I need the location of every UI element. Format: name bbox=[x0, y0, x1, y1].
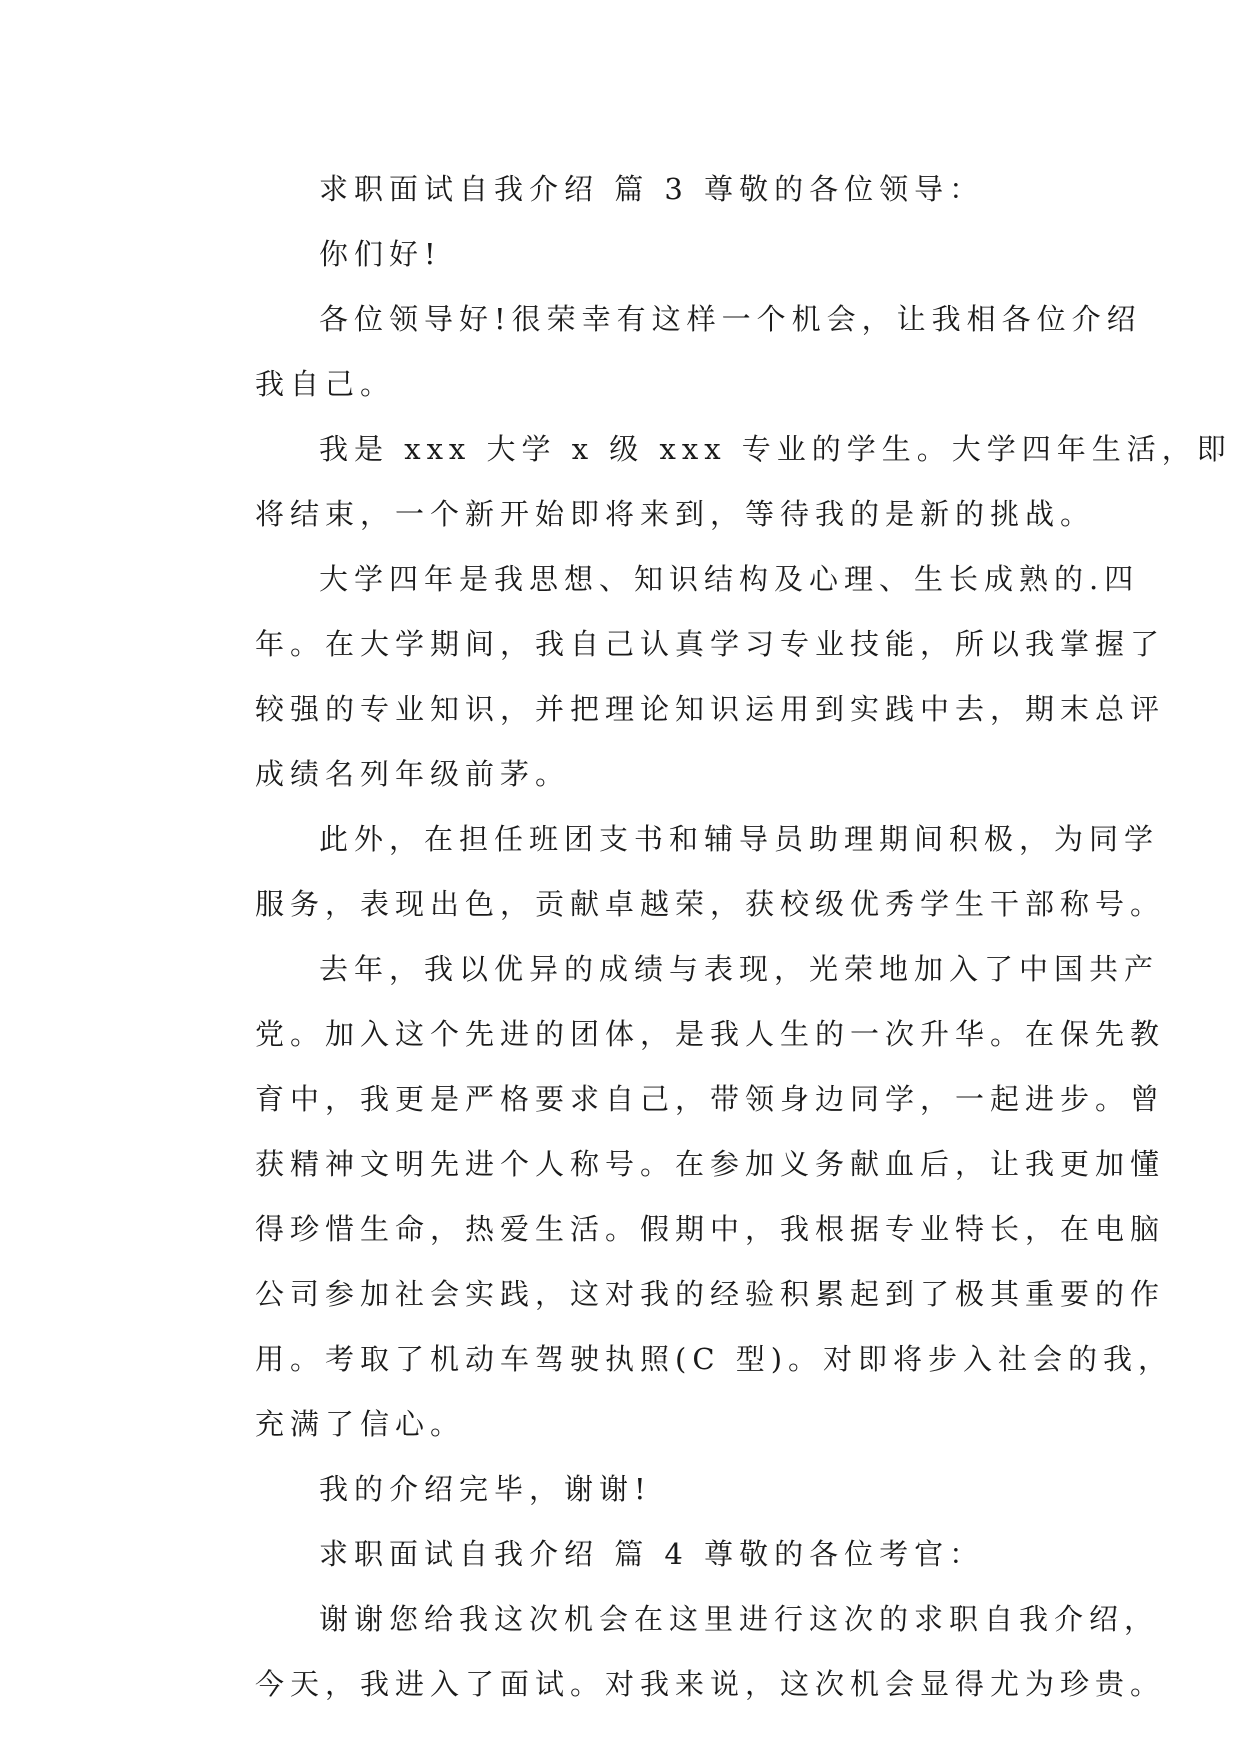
greeting-paragraph bbox=[191, 222, 1076, 287]
text-line: 谢谢您给我这次机会在这里进行这次的求职自我介绍， bbox=[319, 1602, 1160, 1636]
heading-paragraph bbox=[191, 157, 1076, 222]
text-line: 获精神文明先进个人称号。在参加义务献血后，让我更加懂 bbox=[255, 1147, 1166, 1181]
text-line: 大学四年是我思想、知识结构及心理、生长成熟的.四 bbox=[319, 562, 1140, 596]
body-paragraph bbox=[191, 1587, 1166, 1717]
text-line: 得珍惜生命，热爱生活。假期中，我根据专业特长，在电脑 bbox=[255, 1212, 1166, 1246]
text-line: 今天，我进入了面试。对我来说，这次机会显得尤为珍贵。 bbox=[255, 1667, 1166, 1701]
text-line: 充满了信心。 bbox=[255, 1407, 466, 1441]
text-line: 服务，表现出色，贡献卓越荣，获校级优秀学生干部称号。 bbox=[255, 887, 1166, 921]
body-paragraph bbox=[191, 807, 1166, 937]
text-line: 各位领导好!很荣幸有这样一个机会，让我相各位介绍 bbox=[319, 302, 1142, 336]
text-line: 求职面试自我介绍 篇 4 尊敬的各位考官： bbox=[319, 1537, 985, 1571]
text-line: 年。在大学期间，我自己认真学习专业技能，所以我掌握了 bbox=[255, 627, 1166, 661]
text-line: 育中，我更是严格要求自己，带领身边同学，一起进步。曾 bbox=[255, 1082, 1166, 1116]
text-line: 将结束，一个新开始即将来到，等待我的是新的挑战。 bbox=[255, 497, 1096, 531]
text-line: 用。考取了机动车驾驶执照(C 型)。对即将步入社会的我， bbox=[255, 1342, 1174, 1376]
closing-paragraph bbox=[191, 1457, 1076, 1522]
text-line: 公司参加社会实践，这对我的经验积累起到了极其重要的作 bbox=[255, 1277, 1166, 1311]
text-line: 你们好! bbox=[319, 237, 442, 271]
heading-paragraph bbox=[191, 1522, 1076, 1587]
body-paragraph bbox=[191, 417, 1232, 547]
body-paragraph bbox=[191, 287, 1142, 417]
text-line: 较强的专业知识，并把理论知识运用到实践中去，期末总评 bbox=[255, 692, 1166, 726]
text-line: 我的介绍完毕，谢谢! bbox=[319, 1472, 652, 1506]
text-line: 党。加入这个先进的团体，是我人生的一次升华。在保先教 bbox=[255, 1017, 1166, 1051]
body-paragraph bbox=[191, 547, 1166, 807]
text-line: 我自己。 bbox=[255, 367, 396, 401]
text-line: 成绩名列年级前茅。 bbox=[255, 757, 571, 791]
body-paragraph bbox=[191, 937, 1174, 1457]
text-line: 去年，我以优异的成绩与表现，光荣地加入了中国共产 bbox=[319, 952, 1160, 986]
text-line: 求职面试自我介绍 篇 3 尊敬的各位领导： bbox=[319, 172, 985, 206]
text-line: 此外，在担任班团支书和辅导员助理期间积极，为同学 bbox=[319, 822, 1160, 856]
document-body bbox=[191, 157, 1232, 1717]
text-line: 我是 xxx 大学 x 级 xxx 专业的学生。大学四年生活，即 bbox=[319, 432, 1232, 466]
